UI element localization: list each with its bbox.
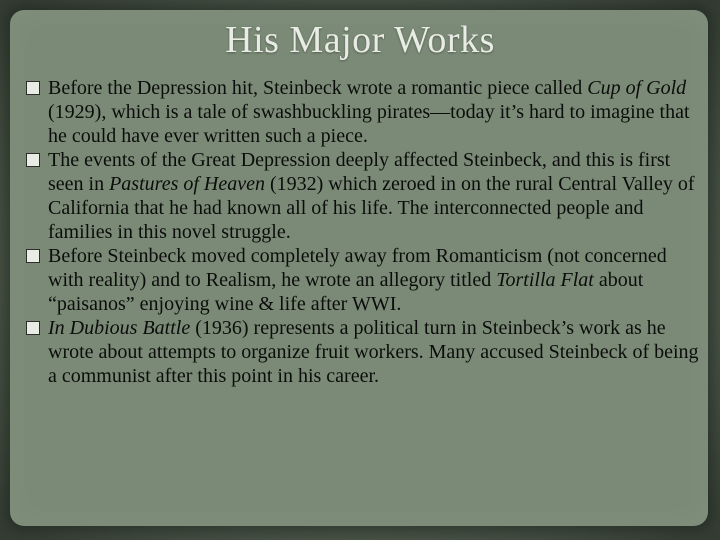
- square-bullet-icon: [26, 321, 40, 335]
- bullet-item: [26, 316, 704, 388]
- bullet-item: [26, 244, 704, 316]
- bullet-text: (1936) represents a political turn in Steinbeck’s work as he wrote about attempts to organize fruit workers. Many accused Steinbeck of being a communist after this point in his career.: [48, 317, 699, 387]
- bullet-text: (1929), which is a tale of swashbuckling pirates—today it’s hard to imagine that he could have ever written such a piece.: [48, 101, 690, 147]
- book-title: In Dubious Battle: [48, 317, 191, 339]
- bullet-text: Before Steinbeck moved completely away from Romanticism (not concerned with reality) and to Realism, he wrote an allegory titled: [48, 245, 667, 291]
- bullet-list: [26, 76, 704, 388]
- book-title: Tortilla Flat: [496, 269, 594, 291]
- bullet-text: about “paisanos” enjoying wine & life after WWI.: [48, 269, 644, 315]
- book-title: Pastures of Heaven: [109, 173, 265, 195]
- book-title: Cup of Gold: [587, 77, 687, 99]
- slide-title: His Major Works: [225, 19, 495, 61]
- bullet-item: [26, 148, 704, 244]
- bullet-text: Before the Depression hit, Steinbeck wrote a romantic piece called: [48, 77, 588, 99]
- square-bullet-icon: [26, 81, 40, 95]
- bullet-text: (1932) which zeroed in on the rural Central Valley of California that he had known all of his life. The interconnected people and families in this novel struggle.: [48, 173, 695, 243]
- square-bullet-icon: [26, 249, 40, 263]
- bullet-item: [26, 76, 704, 148]
- bullet-text: The events of the Great Depression deeply affected Steinbeck, and this is first seen in: [48, 149, 671, 195]
- square-bullet-icon: [26, 153, 40, 167]
